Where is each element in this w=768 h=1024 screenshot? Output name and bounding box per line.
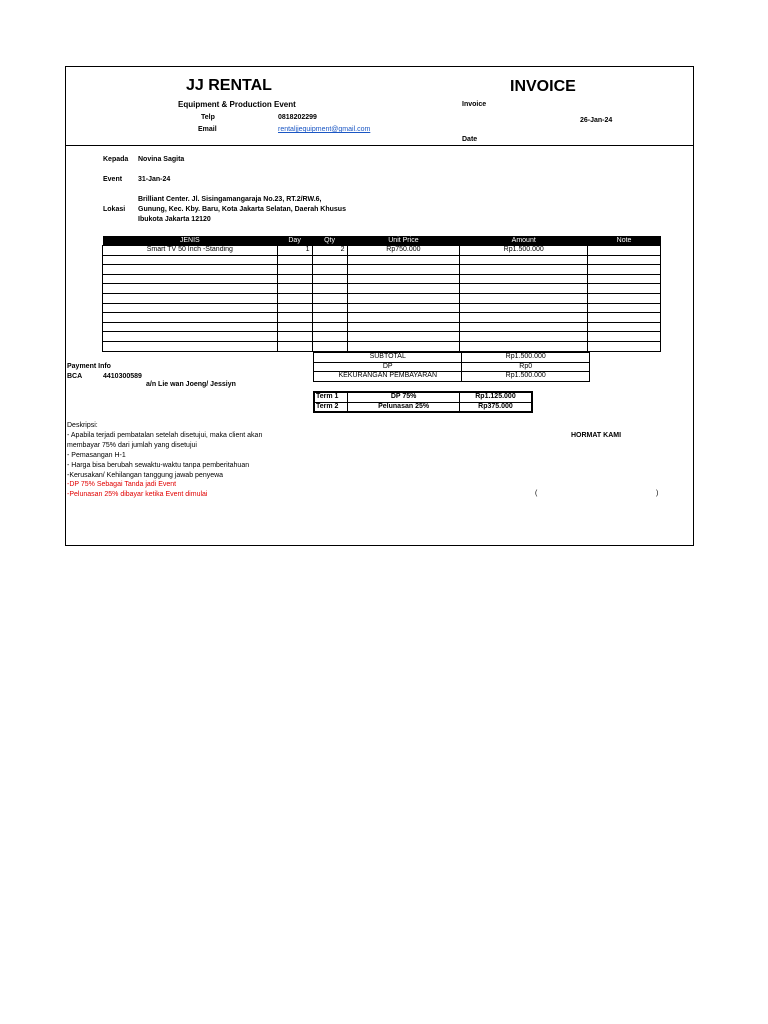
terms-table: [313, 391, 533, 413]
notes-line: - Harga bisa berubah sewaktu-waktu tanpa pemberitahuan: [67, 462, 250, 469]
signature-open-paren: (: [535, 490, 538, 497]
term1-desc: DP 75%: [348, 392, 460, 402]
term1-value: Rp1.125.000: [459, 392, 532, 402]
dp-label: DP: [314, 362, 462, 372]
cell-day: 1: [277, 246, 312, 256]
table-row: [103, 255, 661, 265]
event-value: 31-Jan-24: [138, 176, 171, 183]
subtotal-row: [314, 353, 590, 363]
summary-table: [313, 352, 590, 382]
header-divider: [66, 145, 693, 146]
lokasi-line3: Ibukota Jakarta 12120: [138, 216, 211, 223]
notes-title: Deskripsi:: [67, 422, 98, 429]
bank-name: BCA: [67, 373, 83, 380]
account-holder: a/n Lie wan Joeng/ Jessiyn: [146, 381, 236, 388]
term2-value: Rp375.000: [459, 402, 532, 412]
term2-desc: Pelunasan 25%: [348, 402, 460, 412]
notes-line: -Kerusakan/ Kehilangan tanggung jawab penyewa: [67, 472, 224, 479]
cell-unit-price: Rp750.000: [347, 246, 460, 256]
items-table: [102, 236, 661, 352]
invoice-page: [65, 66, 694, 546]
signature-close-paren: ): [656, 490, 659, 497]
date-label: Date: [462, 136, 478, 143]
table-row: [103, 274, 661, 284]
cell-note: [588, 246, 661, 256]
event-label: Event: [103, 176, 123, 183]
col-header-unit-price: Unit Price: [347, 236, 460, 246]
dp-row: [314, 362, 590, 372]
col-header-day: Day: [277, 236, 312, 246]
term1-label: Term 1: [314, 392, 348, 402]
col-header-note: Note: [588, 236, 661, 246]
lokasi-label: Lokasi: [103, 206, 126, 213]
subtotal-value: Rp1.500.000: [462, 353, 590, 363]
table-row: [103, 293, 661, 303]
cell-qty: 2: [312, 246, 347, 256]
table-row: [103, 332, 661, 342]
table-row: [103, 313, 661, 323]
col-header-amount: Amount: [460, 236, 588, 246]
table-row: [103, 341, 661, 351]
items-header-row: [103, 236, 661, 246]
table-row: [103, 246, 661, 256]
invoice-label: Invoice: [462, 101, 487, 108]
term2-row: [314, 402, 532, 412]
payment-info-label: Payment Info: [67, 363, 111, 370]
signature-label: HORMAT KAMI: [571, 432, 622, 439]
company-tagline: Equipment & Production Event: [178, 100, 296, 109]
account-number: 4410300589: [103, 373, 142, 380]
cell-amount: Rp1.500.000: [460, 246, 588, 256]
table-row: [103, 322, 661, 332]
email-label: Email: [198, 126, 217, 133]
table-row: [103, 303, 661, 313]
col-header-jenis: JENIS: [103, 236, 278, 246]
table-row: [103, 265, 661, 275]
lokasi-line2: Gunung, Kec. Kby. Baru, Kota Jakarta Selatan, Daerah Khusus: [138, 206, 346, 213]
kekurangan-value: Rp1.500.000: [462, 372, 590, 382]
company-name: JJ RENTAL: [186, 77, 272, 94]
notes-line-highlight: -Pelunasan 25% dibayar ketika Event dimulai: [67, 491, 208, 498]
notes-line: membayar 75% dari jumlah yang disetujui: [67, 442, 197, 449]
table-row: [103, 284, 661, 294]
notes-line: - Apabila terjadi pembatalan setelah disetujui, maka client akan: [67, 432, 263, 439]
subtotal-label: SUBTOTAL: [314, 353, 462, 363]
invoice-title: INVOICE: [510, 78, 576, 95]
kekurangan-row: [314, 372, 590, 382]
notes-line: - Pemasangan H-1: [67, 452, 126, 459]
term1-row: [314, 392, 532, 402]
invoice-date: 26-Jan-24: [580, 117, 613, 124]
col-header-qty: Qty: [312, 236, 347, 246]
term2-label: Term 2: [314, 402, 348, 412]
kekurangan-label: KEKURANGAN PEMBAYARAN: [314, 372, 462, 382]
email-link[interactable]: rentaljjequipment@gmail.com: [278, 126, 371, 133]
kepada-label: Kepada: [103, 156, 129, 163]
dp-value: Rp0: [462, 362, 590, 372]
telp-label: Telp: [201, 114, 215, 121]
telp-value: 0818202299: [278, 114, 317, 121]
notes-line-highlight: -DP 75% Sebagai Tanda jadi Event: [67, 481, 177, 488]
cell-jenis: Smart TV 50 Inch -Standing: [103, 246, 278, 256]
kepada-value: Novina Sagita: [138, 156, 185, 163]
lokasi-line1: Brilliant Center. Jl. Sisingamangaraja No.23, RT.2/RW.6,: [138, 196, 322, 203]
